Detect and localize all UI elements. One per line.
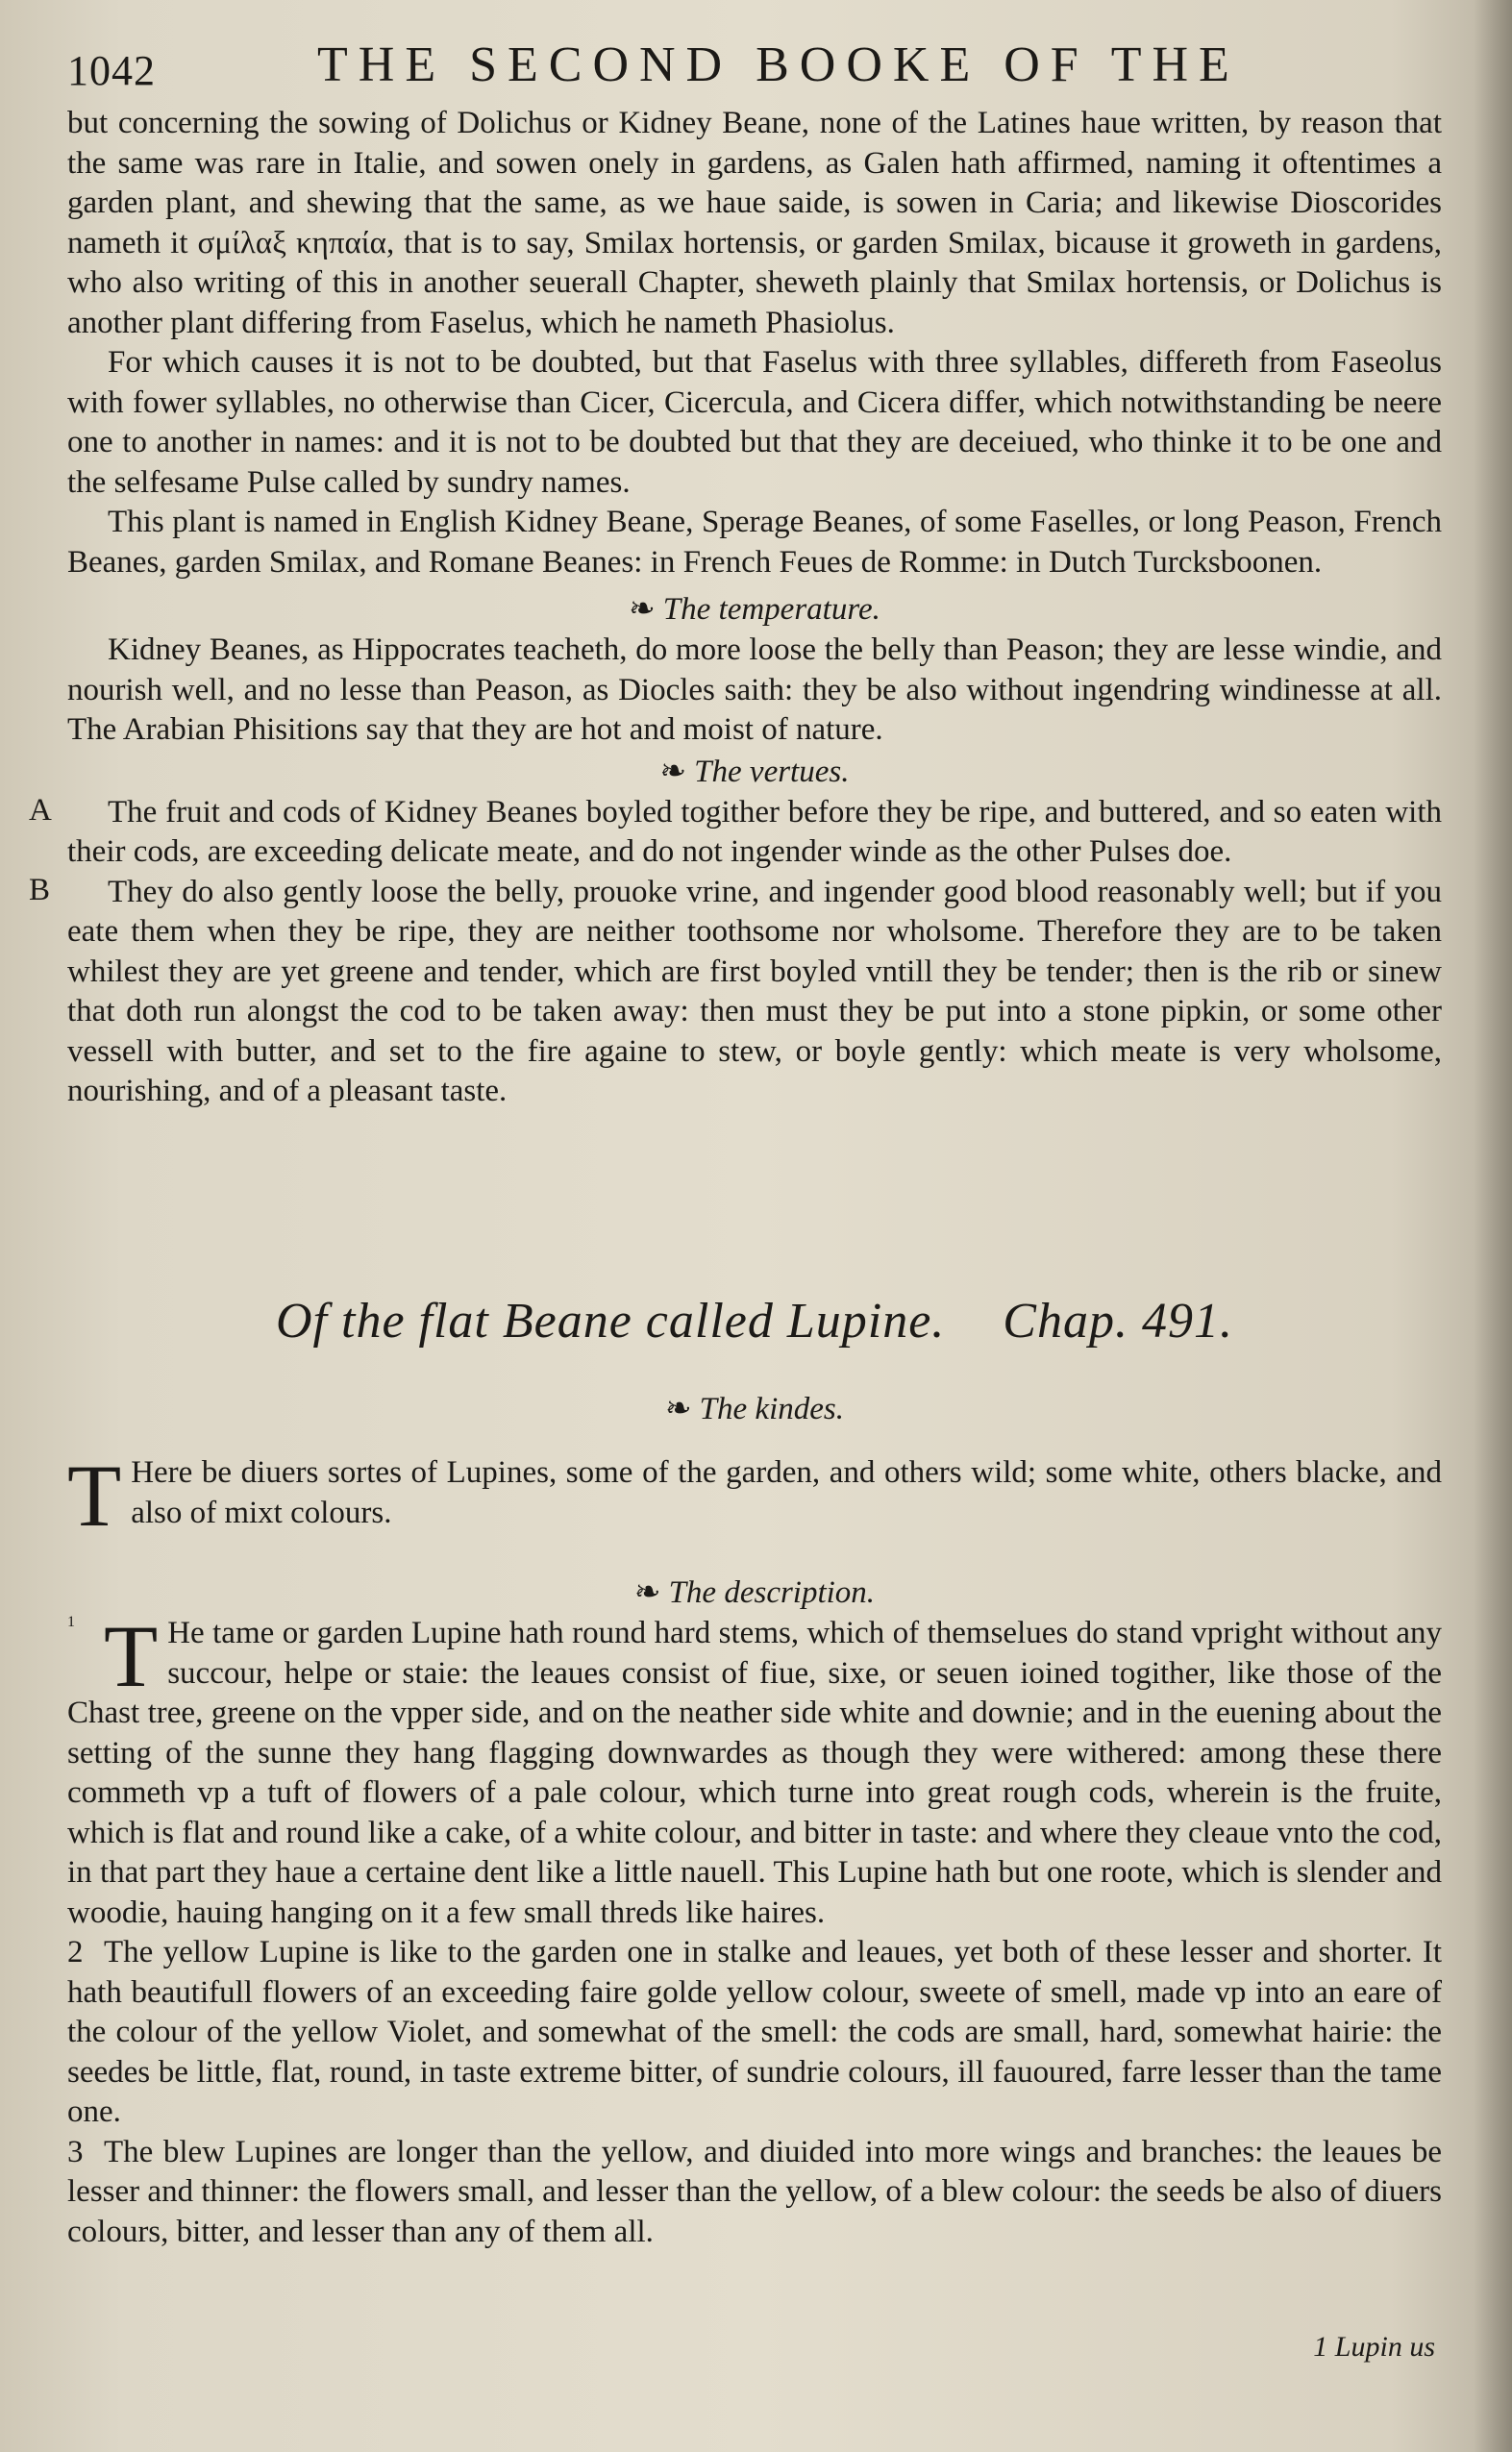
vertue-item-b xyxy=(29,872,1442,1112)
item-number: 3 xyxy=(67,2134,84,2169)
kindes-paragraph xyxy=(67,1447,1442,1545)
vertue-item-a xyxy=(29,792,1442,873)
vertue-text: They do also gently loose the belly, prouoke vrine, and ingender good blood reasonably well; but if you eate them when they be ripe, they are neither toothsome nor wholsome. Therefore they are to be taken whilest they are yet greene and tender, which are first boyled vntill they be tender; then is the rib or sinew that doth run alongst the cod to be taken away: then must they be put into a stone pipkin, or some other vessell with butter, and set to the fire againe to stew, or boyle gently: which meate is very wholsome, nourishing, and of a pleasant taste. xyxy=(67,874,1442,1108)
fleuron-icon: ❧ xyxy=(633,1575,661,1610)
item-number: 2 xyxy=(67,1935,84,1969)
temperature-text: Kidney Beanes, as Hippocrates teacheth, do more loose the belly than Peason; they are lesse windie, and nourish well, and no lesse than Peason, as Diocles saith: they be also without ingendring windinesse at all. The Arabian Phisitions say that they are hot and moist of nature. xyxy=(67,632,1442,747)
running-title: THE SECOND BOOKE OF THE xyxy=(317,37,1240,92)
vertues-heading: ❧ The vertues. xyxy=(659,754,850,789)
fleuron-icon: ❧ xyxy=(665,1392,692,1426)
description-item-2 xyxy=(67,1933,1442,2133)
chapter-section xyxy=(67,1293,1442,2252)
marginal-letter: B xyxy=(29,872,51,907)
paragraph-faselus: For which causes it is not to be doubted, but that Faselus with three syllables, differeth from Faseolus with fower syllables, no otherwise than Cicer, Cicercula, and Cicera differ, which notwithstanding be neere one to another in names: and it is not to be doubted but that they are deceiued, who thinke it to be one and the selfesame Pulse called by sundry names. xyxy=(67,345,1442,500)
vertue-text: The fruit and cods of Kidney Beanes boyled togither before they be ripe, and buttered, and so eaten with their cods, are exceeding delicate meate, and do not ingender winde as the other Pulses doe. xyxy=(67,794,1442,869)
chapter-title: Of the flat Beane called Lupine. Chap. 491. xyxy=(276,1294,1233,1349)
page-gutter-shadow xyxy=(1474,0,1512,2452)
description-item-3 xyxy=(67,2133,1442,2253)
description-text: The blew Lupines are longer than the yellow, and diuided into more wings and branches: the leaues be lesser and thinner: the flowers small, and lesser than the yellow, of a blew colour: the seeds be also of diuers colours, bitter, and lesser than any of them all. xyxy=(67,2134,1442,2249)
drop-capital: T xyxy=(67,1447,122,1545)
paragraph-dolichus: but concerning the sowing of Dolichus or Kidney Beane, none of the Latines haue written, by reason that the same was rare in Italie, and sowen onely in gardens, as Galen hath affirmed, naming it oftentimes a garden plant, and shewing that the same, as we haue saide, is sowen in Caria; and likewise Dioscorides nameth it σμίλαξ κηπαία, that is to say, Smilax hortensis, or garden Smilax, bicause it groweth in gardens, who also writing of this in another seuerall Chapter, sheweth plainly that Smilax hortensis, or Dolichus is another plant differing from Faselus, which he nameth Phasiolus. xyxy=(67,106,1442,340)
drop-capital: T xyxy=(104,1607,159,1705)
description-item-1 xyxy=(67,1607,1442,1933)
marginal-letter: A xyxy=(29,792,52,828)
fleuron-icon: ❧ xyxy=(629,592,656,627)
temperature-heading: ❧ The temperature. xyxy=(629,592,880,627)
paragraph-names: This plant is named in English Kidney Beane, Sperage Beanes, of some Faselles, or long Peason, French Beanes, garden Smilax, and Romane Beanes: in French Feues de Romme: in Dutch Turcksboonen. xyxy=(67,505,1442,580)
fleuron-icon: ❧ xyxy=(659,754,687,789)
running-head xyxy=(67,37,1442,104)
description-heading: ❧ The description. xyxy=(633,1575,876,1610)
kindes-text: Here be diuers sortes of Lupines, some of the garden, and others wild; some white, others blacke, and also of mixt colours. xyxy=(131,1455,1442,1530)
description-text: He tame or garden Lupine hath round hard stems, which of themselues do stand vpright without any succour, helpe or staie: the leaues consist of fiue, sixe, or seuen ioined togither, like those of the Chast tree, greene on the vpper side, and on the neather side white and downie; and in the euening about the setting of the sunne they hang flagging downwardes as though they were withered: among these there commeth vp a tuft of flowers of a pale colour, which turne into great rough cods, wherein is the fruite, which is flat and round like a cake, of a white colour, and bitter in taste: and where they cleaue vnto the cod, in that part they haue a certaine dent like a little nauell. This Lupine hath but one roote, which is slender and woodie, hauing hanging on it a few small threds like haires. xyxy=(67,1616,1442,1930)
description-text: The yellow Lupine is like to the garden one in stalke and leaues, yet both of these lesser and shorter. It hath beautifull flowers of an exceeding faire golde yellow colour, sweete of smell, made vp into an eare of the colour of the yellow Violet, and somewhat of the smell: the cods are small, hard, somewhat hairie: the seedes be little, flat, round, in taste extreme bitter, of sundrie colours, ill fauoured, farre lesser than the tame one. xyxy=(67,1935,1442,2129)
catchword: 1 Lupin us xyxy=(1313,2331,1435,2363)
chapter-number: Chap. 491. xyxy=(1003,1294,1233,1349)
upper-section xyxy=(29,104,1442,1112)
item-number: 1 xyxy=(67,1614,75,1630)
kindes-heading: ❧ The kindes. xyxy=(665,1392,844,1426)
page-number: 1042 xyxy=(67,47,156,94)
